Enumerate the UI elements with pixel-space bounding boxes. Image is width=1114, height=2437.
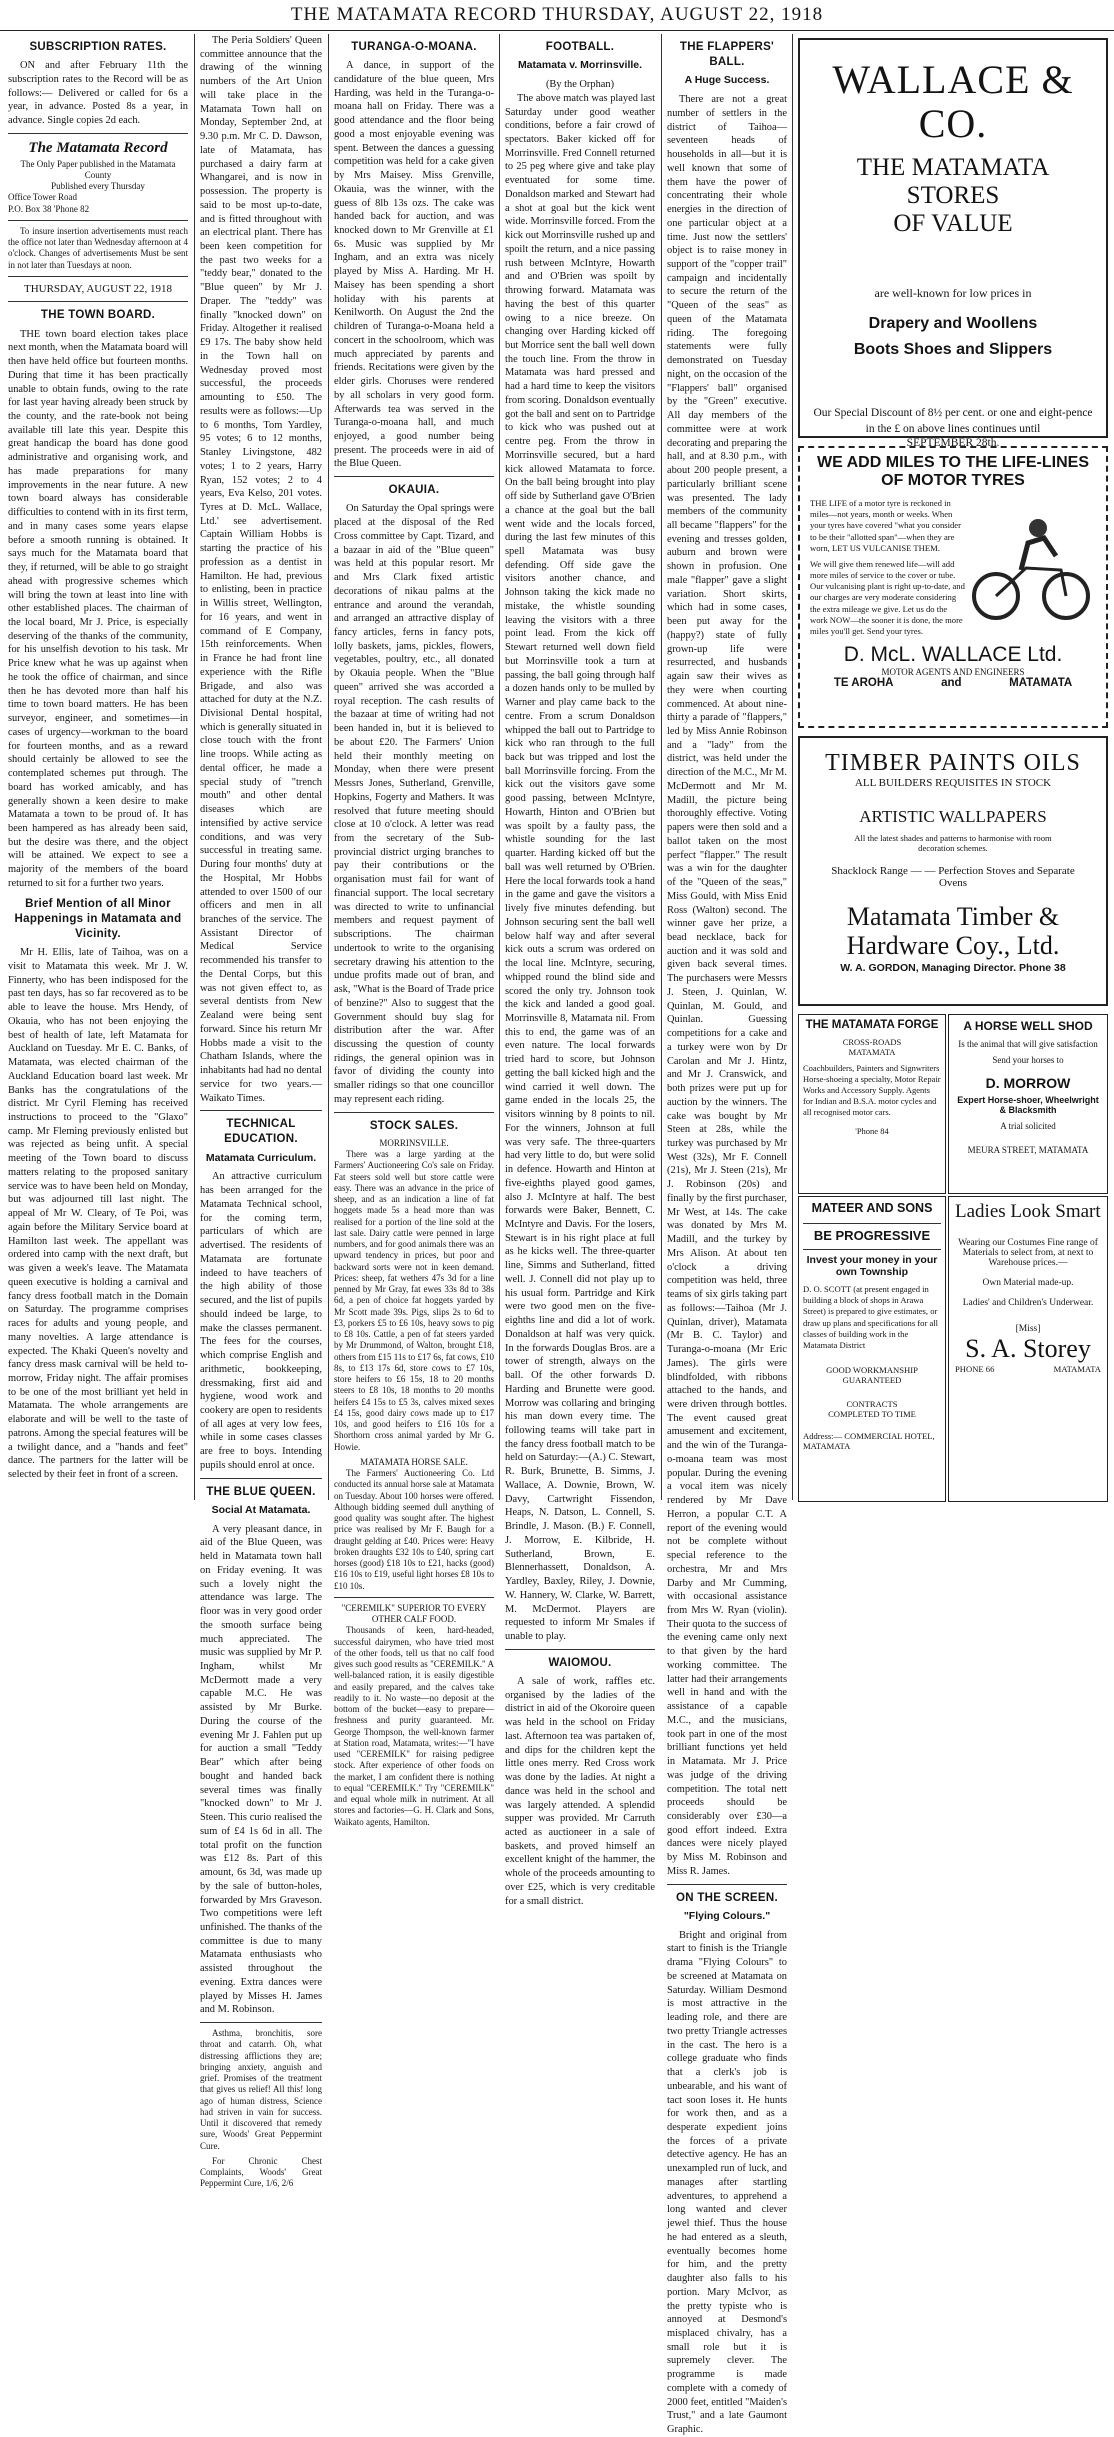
wallace-line-2: Boots Shoes and Slippers — [853, 341, 1053, 358]
column-rule — [792, 34, 793, 1500]
dateline: THURSDAY, AUGUST 22, 1918 — [23, 282, 173, 295]
wallace-discount: Our Special Discount of 8½ per cent. or one and eight-pence in the £ on above lines continues until — [813, 407, 1093, 436]
scott-text: D. O. SCOTT (at present engaged in building a block of shops in Arawa Street) is prepared to give estimates, or draw up plans and specifications for all classes of building work in the Matamata District — [803, 1284, 939, 1350]
scott-address: Address:— COMMERCIAL HOTEL, MATAMATA — [803, 1431, 935, 1452]
subscription-text: ON and after February 11th the subscription rates to the Record will be as follows:— Delivered or called for 6s a year, in advance. Posted 8s a year, in advance. Single copies 2d each. — [8, 60, 188, 127]
technical-subtitle: Matamata Curriculum. — [205, 1151, 317, 1164]
scott-good: GOOD WORKMANSHIP GUARANTEED — [826, 1365, 918, 1386]
tyre-body-2: We will give them renewed life—will add more miles of service to the cover or tube. Our vulcanising plant is right up-to-date, and our charges are very moderate considering the extra mileage we give. Let us do the work NOW—the sooner it is done, the more miles you'll get. Send your tyres. — [810, 558, 965, 636]
horse-shod-ad — [948, 1014, 1108, 1194]
timber-wallpapers: ARTISTIC WALLPAPERS — [859, 807, 1047, 826]
stock-sales-text: There was a large yarding at the Farmers' Auctioneering Co's sale on Friday. Fat steers sold well but store cattle were easy. There was an advance in the price of sheep, and as an indication a line of fat hoggets made 5s a head more than was realised for a portion of the line sold at the last sale. Dairy cattle were penned in large numbers, and for good animals there was an upward tendency in prices, but poor and backward sorts were not in keen demand. Prices: sheep, fat wethers 47s 3d for a line penned by Mr Gray, fat ewes 33s 8d to 38s 6d, a pen of choice fat hoggets yarded by Mr Scott made 39s. Pigs, slips 2s to 6d to £3, porkers £5 to £6 10s, heavy sows to pig to £8 10s. Cattle, a pen of fat steers yarded by Mr Drummond, of Walton, brought £18, others from £15 11s to £17 6s, fat cows, £10 8s, to £13 17s 6d, store cows to £7 10s, store heifers to £6 15s, 18 to 20 months steers to £8 10s, 18 months to 20 months heifers £4 15s to £5 3s, calves mixed sexes £4 15s, good dairy cows made up to £17 10s, and good heifers to £16 10s for a Shorthorn cross animal yarded by Mr G. Howie. — [334, 1149, 494, 1452]
town-board-text: THE town board election takes place next month, when the Matamata board will then have held office but fourteen months. During that time it has been practically unable to obtain funds, owing to the rate for last year having already been struck by the county, and the rate-book not being available till late this year. Despite this great handicap the board has done good administrative and organising work, and has made preparations for many improvements in the near future. A new town board always has considerable difficulties to contend with in its first term, and in many cases some years elapse before a smooth running is obtained. It says much for the Matamata board that they, if returned, will be able to go straight ahead with progressive schemes which will bring the town at least into line with other established places. The chairman of the local board, Mr J. Price, is especially deserving of the thanks of the community, for his unselfish devotion to his task. Mr Price knew what he was up against when he took the office of chairman, and since then he has devoted more than half his time to town board matters. He has been surveyor, engineer, and sometimes—in cases of urgency—workman to the board for fourteen months, and as a reward should certainly be allowed to see the contemplated schemes put through. The board has worked amicably, and has generally shown a keen desire to make Matamata a town to be proud of. It has been hampered as has already been said, but the desire was there, and the object will be attained. We expect to see a majority of the members of the board returned to sit for a further two years. — [8, 328, 188, 889]
wallace-date: SEPTEMBER 28th. — [906, 437, 1000, 450]
screen-title: ON THE SCREEN. — [676, 1891, 778, 1904]
peppermint-ad-footer: For Chronic Chest Complaints, Woods' Great Peppermint Cure, 1/6, 2/6 — [200, 2155, 322, 2189]
ladies-miss: [Miss] — [1015, 1323, 1041, 1334]
brief-mention-title: Brief Mention of all Minor Happenings in Matamata and Vicinity. — [14, 897, 182, 941]
timber-latest: All the latest shades and patterns to harmonise with room decoration schemes. — [854, 833, 1052, 853]
mateer-name: MATEER AND SONS — [811, 1201, 933, 1215]
shod-name: D. MORROW — [985, 1075, 1071, 1091]
column-2-notes: The Peria Soldiers' Queen committee announce that the drawing of the winning numbers of the Art Union will take place in the Matamata Town hall on Monday, September 2nd, at 9.30 p.m. Mr C. D. Dawson, late of Matamata, has purchased a dairy farm at Whangarei, and is now in possession. The property is said to be most up-to-date, and is fitted throughout with an electrical plant. There has been keen competition for the past two weeks for a "teddy bear," donated to the "Blue queen" by Mr J. Draper. The "teddy" was finally "knocked down" on Friday. Altogether it realised £9 17s. The baby show held in the Town hall on Wednesday proved most successful, the proceeds amounting to £50. The results were as follows:—Up to 6 months, Tom Yardley, 95 votes; 6 to 12 months, Stanley Livingstone, 482 votes; 1 to 2 years, Harry Ryan, 152 votes; 2 to 4 years, Eva Kelso, 201 votes. Tyres at D. McL. Wallace, Ltd.' see advertisement. Captain William Hobbs is starting the practice of his profession as a dentist in Hamilton. He had, previous to enlisting, been in practice in Willis street, Wellington, for 16 years, and went in command of E Company, 15th reinforcements. When in France he had front line experience with the Rifle Brigade, and also was attached for duty at the N.Z. Divisional Dental hospital, which is generally situated in close touch with the front line troops. While acting as dental officer, he made a special study of "trench mouth" and other dental diseases which are intensified by active service conditions, and was very successful in treating same. During four months' duty at the Hospital, Mr Hobbs attended to over 1500 of our officers and men in all branches of the service. The Assistant Director of Medical Service recommended his transfer to the Dental Corps, but this was not given effect to, as several dentists from New Zealand were being sent forward. Since his return Mr Hobbs made a visit to the Chatham Islands, where the inhabitants had had no dental service for two years.—Waikato Times. — [200, 35, 322, 1104]
tyre-town-1: TE AROHA — [833, 677, 894, 690]
shod-text-1: Is the animal that will give satisfaction — [958, 1039, 1098, 1049]
column-1 — [8, 34, 188, 1500]
column-rule — [661, 34, 662, 1500]
okauia-title: OKAUIA. — [388, 484, 440, 497]
ceremilk-title: "CEREMILK" SUPERIOR TO EVERY OTHER CALF FOOD. — [341, 1602, 487, 1625]
ladies-town: MATAMATA — [1053, 1363, 1101, 1374]
tyre-title-1: WE ADD MILES TO THE LIFE-LINES — [817, 454, 1089, 471]
timber-manager: W. A. GORDON, Managing Director. Phone 38 — [840, 962, 1066, 975]
stock-sales-subtitle: MORRINSVILLE. — [379, 1137, 449, 1148]
shod-street: MEURA STREET, MATAMATA — [967, 1145, 1089, 1155]
football-title: FOOTBALL. — [545, 41, 615, 53]
football-subtitle: Matamata v. Morrinsville. — [517, 59, 643, 72]
okauia-text: On Saturday the Opal springs were placed at the disposal of the Red Cross committee by Capt. Tizard, and a bazaar in aid of the "Blue queen" was held at this popular resort. Mr and Mrs Clark fixed artistic decorations of nikau palms at the entrance and around the verandah, and arranged an attractive display of fancy articles, ferns in fancy pots, lolly baskets, jams, pickles, flowers, vegetables, poultry, etc., all donated by Okauia people. When the "Blue queen" arrived she was accorded a royal reception. The cash results of the bazaar at time of writing had not been handed in, but it is believed to be about £20. The Farmers' Union held their monthly meeting on Monday, when there were present Messrs Jones, Sutherland, Grenville, Hopkins, Fogerty and Mathers. It was resolved that future meeting should close at 10 o'clock. A letter was read from the secretary of the Sub-provincial district urging branches to pay their contributions or the organisation must fail for want of financial support. The local secretary was directed to write to unfinancial members and request payment of subscriptions. The chairman undertook to write to the organising secretary drawing his attention to the undue profits made out of bran, and ask, "What is the Board of Trade price of benzine?" Also to suggest that the Government should buy slag for distribution after the war. After discussing the question of county ridings, the general opinion was in favor of dividing the county into smaller ridings so that one councillor may represent each riding. — [334, 503, 494, 1105]
ladies-title: Ladies Look Smart — [955, 1201, 1101, 1222]
ladies-name: S. A. Storey — [965, 1333, 1091, 1363]
tyre-body-1: THE LIFE of a motor tyre is reckoned in miles—not years, month or weeks. When your tyres have covered "what you consider to be their "allotted span"—when they are worn, LET US VULCANISE THEM. — [810, 498, 961, 553]
waiomou-text: A sale of work, raffles etc. organised by the ladies of the district in aid of the Okoroire queen was held in the school on Friday last. Afternoon tea was partaken of, and dips for the children kept the little ones merry. Red Cross work was done by the ladies. At night a dance was held in the school and was largely attended. A splendid supper was provided. Mr Carruth acted as auctioneer in a sale of baskets, and proved himself an excellent knight of the hammer, the whole of the proceeds amounting to over £25, which is very creditable for a small district. — [505, 1675, 655, 1907]
forge-location: CROSS-ROADS MATAMATA — [842, 1037, 902, 1057]
wallace-title: WALLACE & CO. — [832, 57, 1074, 146]
flappers-text: There are not a great number of settlers in the district of Taihoa—seventeen heads of households in all—but it is well known that some of them have the power of concentrating their whole energies in the direction of one particular object at a time. Just now the settlers' object is to raise money in support of the "copper trail" campaign and incidentally to secure the return of the "Queen of the seas" as queen of the Matamata riding. The foregoing statements were fully demonstrated on Tuesday night, on the occasion of the "Flappers' ball" organised by the "Green" executive. All day members of the committee were at work decorating and preparing the hall, and at 8.30 p.m., with about 200 people present, a particularly brilliant scene was presented. The lady members of the community all became "flappers" for the evening and tresses golden, auburn and brown were shown in profusion. One male "flapper" gave a slight variation. Short skirts, which had in some cases, been put away for the (happy?) state of fully grown-up life were resurrected, and husbands again saw their wives as they were when courting commenced. At about nine-thirty a parade of "flappers," led by Miss Annie Robinson and a "lady" from the district, was held under the direction of the M.C., Mr M. McDermott and Mr M. Madill, the picture being thoroughly effective. Voting papers were then sold and a ballot taken on the most perfect "flapper." The result was a win for the daughter of the "Queen of the seas," Miss Gould, with Miss Enid Ross (Walton) second. The winner gave her prize, a bead necklace, back for auction and it was sold and given back several times. The purchasers were Messrs J. Steen, J. Quinlan, W. Quinlan, M. Gould, and Quinlan. Guessing competitions for a cake and a turkey were won by Dr Carolan and Mr J. Hintz, and Mr J. Cranswick, and both prizes were put up for auction by the winners. The cake was bought by Mr Steen at 28s, while the turkey was purchased by Mr West (32s), Mr F. Connell (21s), Mr J. Steen (21s), Mr J. Robinson (20s) and finally by the first purchaser, Mr West, at 14s. The cake was donated by Mrs M. Madill, and the turkey by Mrs Alison. At about ten o'clock a driving competition was held, three teams of six girls taking part as follows:—Taihoa (Mr J. Quinlan, driver), Matamata (Mr B. C. Taylor) and Turanga-o-moana (Mr Eric James). The girls were blindfolded, with ribbons attached to the hands, and were driven through bottles. The event caused great amusement and excitement, and the win of the Turanga-o-moana team was most popular. During the evening a vocal item was nicely rendered by Mr Dave Herron, a popular C.T. A report of the evening would not be complete without special reference to the orchestra, Mr and Mrs Darby and Mr Cumming, with occasional assistance from Mrs W. Ryan (violin). Their quota to the success of the evening came only next to that given by the hard working committee. The latter had their arrangements well in hand and with the assistance of a capable M.C., and the musicians, took part in one of the most brilliant functions yet held in Matamata. Mr J. Price was judge of the driving competition. The total nett proceeds should be considerably over £30—a good effort indeed. Extra dances were nicely played by Miss M. Robinson and Miss R. James. — [667, 94, 787, 1877]
ladies-text: Wearing our Costumes Fine range of Materials to select from, at next to Warehouse prices.— — [958, 1237, 1098, 1268]
column-rule — [328, 34, 329, 1500]
progressive-subtitle: Invest your money in your own Township — [803, 1249, 941, 1278]
wallace-subtitle-1: THE MATAMATA STORES — [856, 154, 1050, 209]
motorcyclist-illustration — [966, 498, 1096, 628]
masthead: THE MATAMATA RECORD THURSDAY, AUGUST 22, 1918 — [0, 0, 1114, 31]
column-5 — [667, 34, 787, 2436]
tyre-title-2: OF MOTOR TYRES — [881, 472, 1025, 489]
column-2 — [200, 34, 322, 2189]
timber-firm-1: Matamata Timber & — [846, 902, 1060, 931]
technical-title: TECHNICAL EDUCATION. — [224, 1118, 298, 1146]
technical-text: An attractive curriculum has been arranged for the Matamata Technical school, for the coming term, particulars of which are advertised. The residents of Matamata are fortunate indeed to have teachers of the high ability of those secured, and the list of pupils should indeed be large, to make the classes permanent. The fees for the courses, which comprise English and arithmetic, bookkeeping, dressmaking, first aid and hygiene, wood work and cookery are open to residents of all ages at very low fees, while in some cases classes are free to boys. Intending pupils should enrol at once. — [200, 1171, 322, 1471]
turanga-text: A dance, in support of the candidature of the blue queen, Mrs Harding, was held in the Turanga-o-moana hall on Friday. There was a good attendance and the floor being good a most enjoyable evening was spent. Between the dances a guessing competition was held for a cake given by Mrs Maisey. Miss Grenville, Okauia, was the winner, with the guess of 8lb 13s ozs. The cake was handed back for auction, and was knocked down to Mr Grenville at £1 6s. Music was supplied by Mr Ingham, and an extra was nicely played by Miss A. Harding. Mr H. Maisey has been spending a short holiday with his parents at Kenilworth. On August the 2nd the children of Turanga-o-Moana held a concert in the schoolroom, which was much appreciated by parents and friends. Recitations were given by the elder girls. Choruses were rendered by all scholars in very good form. Afterwards tea was served in the Turanga-o-moana hall, and much enjoyed, a good number being present. The proceeds were in aid of the Blue Queen. — [334, 60, 494, 470]
shod-trial: A trial solicited — [1000, 1121, 1056, 1131]
ladies-own: Own Material made-up. — [982, 1277, 1074, 1288]
office-line: Office Tower Road — [8, 192, 78, 203]
wallace-low-prices: are well-known for low prices in — [874, 286, 1032, 300]
timber-firm-2: Hardware Coy., Ltd. — [846, 930, 1060, 960]
blue-queen-title: THE BLUE QUEEN. — [206, 1485, 316, 1498]
column-rule — [194, 34, 195, 1500]
horse-sale-text: The Farmers' Auctioneering Co. Ltd conducted its annual horse sale at Matamata on Tuesday. About 100 horses were offered. Although bidding seemed dull anything of good quality was sought after. The highest price was realised by Mr F. Baugh for a draught gelding at £40. Prices were: Heavy broken draughts £32 10s to £40, spring cart horses (good) £18 10s to £21, hacks (good) £16 10s to £19, useful light horses £8 10s to £10 10s. — [334, 1468, 494, 1591]
waiomou-title: WAIOMOU. — [548, 1656, 612, 1669]
brief-mention-text: Mr H. Ellis, late of Taihoa, was on a visit to Matamata this week. Mr J. W. Finnerty, who has been indisposed for the past ten days, has so far recovered as to be able to leave the house. Mrs Hendy, of Okauia, who has not been enjoying the best of health of late, left Matamata for Auckland on Tuesday. Mr E. C. Banks, of Matamata, was elected chairman of the Auckland Education board last week. Mr Banks has the congratulations of the district. Mr Cyril Fleming has received instructions to proceed to the "Glaxo" camp. Mr Fleming previously enlisted but was rejected as being unfit. A special meeting of the Town board to discuss matters relating to the proposed sanitary service was to have been held on Monday, but was adjourned till last night. The appeal of Mr W. Cleary, of Te Poi, was again before the Military Service board at Hamilton last week. The appellant was ordered into camp with the next draft, but was given a week's leave. The Matamata queen executive is holding a carnival and fancy dress football match in the Domain on Saturday. The programme comprises races for adults and young people, and many novelties. A large attendance is expected. The Khaki Queen's novelty and fancy dress mask carnival will be held to-morrow, Friday night. The affair promises to be one of the most brilliant yet held in Matamata. The whole arrangements are elaborate and will be well to the taste of patrons. Among the special features will be a twilight dance, and a "hands and feet" dance. The partners for the latter will be selected by their feet in front of a screen. — [8, 947, 188, 1481]
screen-subtitle: "Flying Colours." — [683, 1909, 771, 1922]
scott-contracts: CONTRACTS COMPLETED TO TIME — [828, 1399, 916, 1420]
box-line: P.O. Box 38 'Phone 82 — [8, 203, 90, 214]
insertion-note: To insure insertion advertisements must reach the office not later than Wednesday afternoon at 4 o'clock. Changes of advertisements Must be sent in not later than Tuesdays at noon. — [8, 225, 188, 270]
ladies-ad — [948, 1196, 1108, 1502]
timber-title: TIMBER PAINTS OILS — [825, 750, 1081, 776]
ladies-phone: PHONE 66 — [955, 1363, 995, 1374]
timber-ad — [798, 736, 1108, 1006]
tyre-and: and — [941, 677, 962, 690]
forge-text: Coachbuilders, Painters and Signwriters Horse-shoeing a specialty, Motor Repair Works and Accessory Supply. Agents for Indian and B.S.A. motor cycles and all recognised motor cars. — [803, 1063, 941, 1118]
shod-expert: Expert Horse-shoer, Wheelwright & Blacksmith — [957, 1095, 1099, 1115]
turanga-title: TURANGA-O-MOANA. — [351, 41, 477, 53]
blue-queen-text: A very pleasant dance, in aid of the Blue Queen, was held in Matamata town hall on Friday evening. It was such a lovely night the attendance was large. The floor was in very good order the smooth surface being much appreciated. The music was supplied by Mr P. Ingham, whilst Mr McDermott made a very capable M.C. He was assisted by Mr Burke. During the course of the evening Mr J. Fahlen put up for auction a small "Teddy Bear" which after being bought and handed back several times was finally "knocked down" to Mr J. Steen. This curio realised the sum of £4 1s 6d in all. The total profit on the function was £12 8s. Part of this amount, 6s 3d, was made up by the sale of button-holes, forwarded by Mrs Graveson. Two competitions were left unfinished. The thanks of the committee is due to many Matamata enthusiasts who assisted throughout the evening. Extra dances were played by Misses H. James and M. Robinson. — [200, 1523, 322, 2016]
flappers-subtitle: A Huge Success. — [684, 74, 770, 87]
horse-sale-title: MATAMATA HORSE SALE. — [360, 1456, 468, 1467]
column-4 — [505, 34, 655, 1907]
timber-range: Shacklock Range — — Perfection Stoves and Separate Ovens — [831, 865, 1075, 889]
peppermint-ad: Asthma, bronchitis, sore throat and catarrh. Oh, what distressing afflictions they are; bringing anxiety, anguish and grief. Promises of the treatment that gives us relief! All this! long ago of human distress, Science had striven in vain for success. Until it discovered that remedy sure, Woods' Great Peppermint Cure. — [200, 2028, 322, 2151]
tyre-firm: D. McL. WALLACE Ltd. — [843, 643, 1063, 667]
forge-ad — [798, 1014, 946, 1194]
published-line: Published every Thursday — [51, 181, 145, 192]
shod-title: A HORSE WELL SHOD — [963, 1019, 1093, 1033]
football-text: The above match was played last Saturday under good weather conditions, before a fair crowd of spectators. Baker kicked off for Morrinsville. Fred Connell returned to 25 peg where give and take play eventuated for some time. Donaldson marked and Stewart had a shot at goal but the kick went wide. Morrinsville forced. From the kick out Morrinsville rushed up and spoilt the return, and a nice passing rush between McIntyre, Howarth and and O'Brien was spoilt by throwing forward. Matamata was having the best of this quarter owing to a nice breeze. On changing over Harding kicked off but Morrice sent the ball well down the touch line. From the throw in Matamata was hard pressed and had a hard time to keep the visitors from scoring. Donaldson eventually got the ball and sent on to Partridge to kick who was pushed out at centre peg. From the throw in Morrinsville secured, but a hard kick allowed Matamata to force. On the ball being brought into play off side by Sutherland gave O'Brien a chance at the goal but the ball went wide and the locals forced, during the last few minutes of this spell Matamata was busy defending. Off side gave the visitors another chance, and Johnson taking the kick made no mistake, the whistle sounding leaving the visitors with a three point lead. From the kick off Stewart returned well down field but Morrinsville took a turn at passing, the ball going through half a dozen hands only to be mulled by Warner and play came back to the centre. From a scrum Donaldson whipped the ball out to Partridge to kick who ran through to the full back but was tripped and lost the ball Morrinsville forcing. From the kick out the visitors gave some good passing, between McIntyre, Howarth, Hinton and O'Brien but was spoilt by a faulty pass, the whistle sounding for the last quarter. Harding kicked off but the ball was well returned by O'Brien. Here the local forwards took a hand in the game and gave the visitors a lively five minutes defending. but Johnson securing sent the ball well below half way and after several kick outs a scrum was ordered on the local line. McIntyre, securing, whipped round the blind side and scored the only try. Johnson took the kick and landed a good goal. Morrinsville 8, Matamata nil. From this to end, the game was of an even nature. The local forwards tried hard to score, but Johnson getting the ball kicked high and the wind carried it well down. The game ended in the locals 25, the visitors winning by 8 points to nil. For the winners, Johnson at full was very safe. The three-quarters had very little to do, but were solid in defence. Howarth and Hinton at five-eighths played good games, also J. McIntyre at half. The best forwards were Baker, Bennett, C. McIntyre and Davis. For the losers, Stewart is in his right place at full as he kicks well. The three-quarter line, Simms and Sutherland, fitted well. J. Connell did not play up to his usual form. Partridge and Kirk were two good men on the five-eighths line and did a lot of work. Donaldson at half was very quick. In the forwards Douglas Bros. are a tower of strength, always on the ball. Of the other forwards D. Harding and Brunette were good. Morrow was collaring and bringing his man down every time. The following teams will take part in the fancy dress football match to be held on Saturday:—(A.) C. Stewart, R. Burk, Brunette, B. Simms, J. Wallace, A. Downie, Brown, W. Davy, Cartwright Fissendon, Heaps, N. Datson, L. Connell, S. Brindle, J. Mason. (B.) F. Connell, J. Morrow, E. Kilbride, H. Sutherland, Brown, E. Blennerhassett, Donaldson, A. Yardley, Baxley, Riley, J. Downie, W. Hannery, W. Clarke, W. Barrett, M. McDermot. Players are requested to inform Mr Smales if unable to play. — [505, 92, 655, 1643]
timber-requisites: ALL BUILDERS REQUISITES IN STOCK — [854, 777, 1052, 789]
stock-sales-title: STOCK SALES. — [369, 1119, 459, 1132]
blue-queen-subtitle: Social At Matamata. — [211, 1503, 311, 1516]
tyre-agents: MOTOR AGENTS AND ENGINEERS — [881, 667, 1025, 678]
football-byline: (By the Orphan) — [545, 79, 615, 91]
tyre-town-2: MATAMATA — [1009, 677, 1073, 690]
shod-text-2: Send your horses to — [992, 1055, 1064, 1065]
column-rule — [499, 34, 500, 1500]
forge-phone: 'Phone 84 — [855, 1126, 889, 1137]
town-board-title: THE TOWN BOARD. — [40, 309, 156, 322]
progressive-title: BE PROGRESSIVE — [803, 1223, 941, 1243]
progressive-ad — [798, 1196, 946, 1502]
wallace-subtitle-2: OF VALUE — [893, 210, 1013, 237]
wallace-line-1: Drapery and Woollens — [868, 315, 1038, 332]
paper-tagline: The Only Paper published in the Matamata County — [20, 158, 176, 180]
forge-title: THE MATAMATA FORGE — [805, 1019, 939, 1031]
wallace-ad — [798, 38, 1108, 450]
flappers-title: THE FLAPPERS' BALL. — [679, 41, 775, 69]
screen-text: Bright and original from start to finish is the Triangle drama "Flying Colours" to be screened at Matamata on Saturday. William Desmond is most attractive in the leading role, and there are two pretty Triangle actresses in the cast. The hero is a college graduate who finds that a clerk's job is unbearable, and his want of tact soon loses it. He hunts for work then, and as a desperate expedient joins the forces of a private detective agency. He has an unexampled run of luck, and manages after startling adventures, to apprehend a long wanted and clever jewel thief. Thus the house he had entered as a sleuth, eventually becomes home for him, and the pretty daughter also falls to his portion. Mary McIvor, as the pretty typiste who is annoyed at Desmond's misplaced chivalry, has a small role but it is supremely clever. The programme is made complete with a comedy of 2000 feet, entitled "Maiden's Trust," and a late Gaumont Graphic. — [667, 1929, 787, 2436]
column-3 — [334, 34, 494, 1827]
paper-name: The Matamata Record — [28, 139, 168, 156]
ladies-underwear: Ladies' and Children's Underwear. — [962, 1297, 1094, 1308]
ceremilk-text: Thousands of keen, hard-headed, successful dairymen, who have tried most of the other foods, tell us that no calf food gives such good results as "CEREMILK." A well-balanced ration, it is easily digestible and easily prepared, and the calves take readily to it. No waste—no deposit at the bottom of the bucket—easy to prepare—freshness and purity guaranteed. Mr. George Thompson, the well-known farmer at Station road, Matamata, writes:—"I have used "CEREMILK" for raising pedigree stock. After experience of other foods on the market, I am confident there is nothing to equal "CEREMILK." Try "CEREMILK" and equal whole milk in nutriment. At all stores and factories—G. H. Clark and Sons, Waikato agents, Hamilton. — [334, 1625, 494, 1827]
tyre-ad — [798, 446, 1108, 728]
subscription-title: SUBSCRIPTION RATES. — [29, 41, 167, 53]
